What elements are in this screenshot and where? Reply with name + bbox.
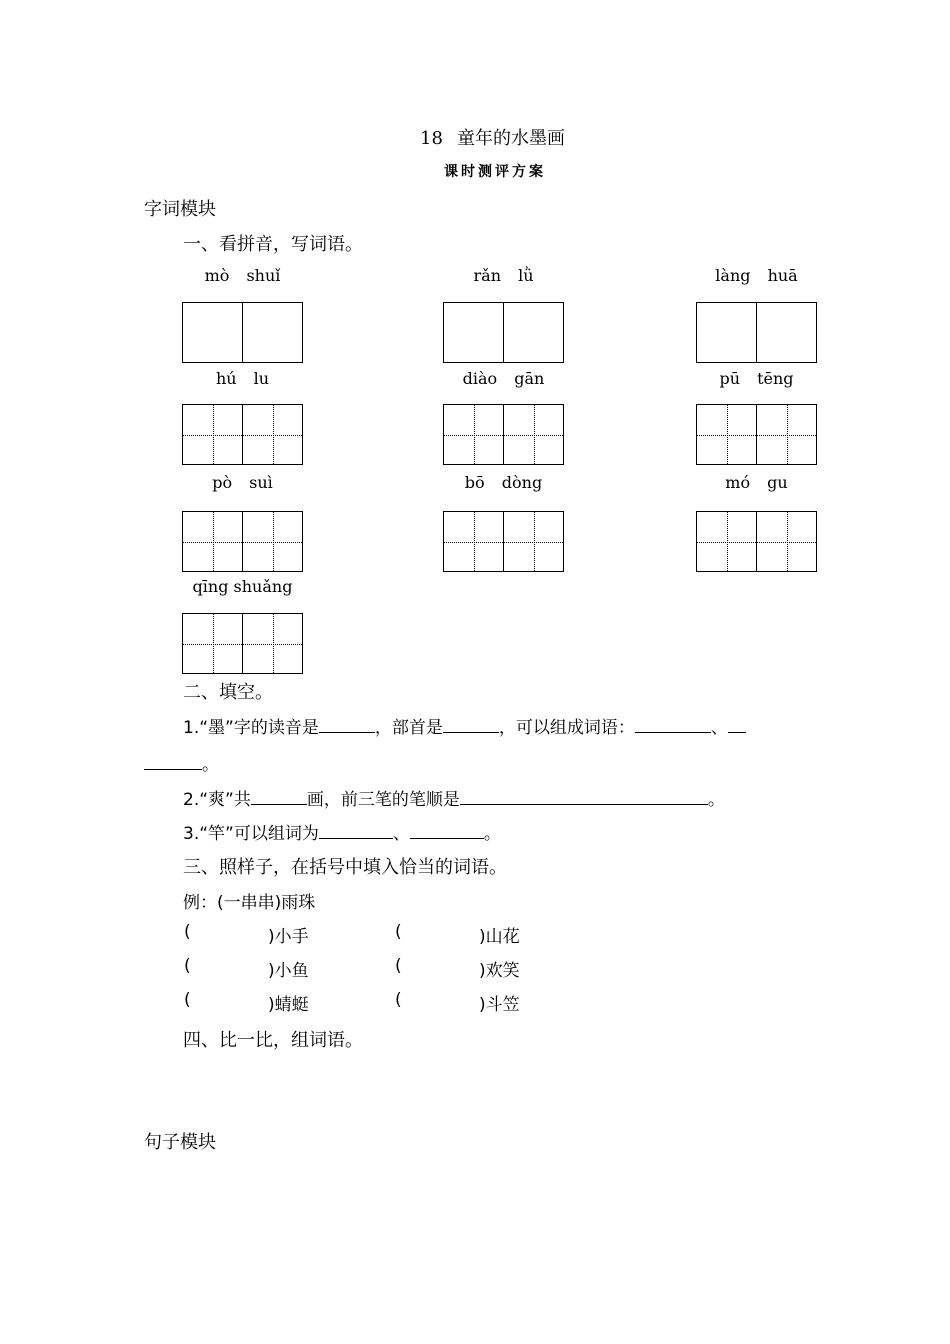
paren-close: ) (479, 961, 486, 981)
fill-question-1 (183, 713, 746, 738)
pinyin-label: diào gān (462, 369, 545, 388)
paren-word: 欢笑 (485, 961, 520, 981)
paren-close: ) (268, 961, 275, 981)
paren-item (268, 990, 309, 1015)
fill-question-2 (183, 785, 725, 810)
paren-open: ( (184, 956, 191, 976)
answer-blank[interactable] (319, 715, 375, 733)
question-text: 。 (483, 824, 501, 844)
paren-close: ) (479, 995, 486, 1015)
answer-blank[interactable] (460, 787, 708, 805)
writing-grid[interactable] (182, 511, 303, 572)
writing-grid[interactable] (696, 302, 817, 363)
pinyin-label: mó gu (725, 473, 788, 492)
answer-blank[interactable] (319, 821, 393, 839)
paren-item (268, 922, 309, 947)
writing-grid[interactable] (443, 302, 564, 363)
lesson-title: 童年的水墨画 (456, 128, 565, 149)
question-text: ，可以组成词语： (498, 718, 635, 738)
paren-answer-input[interactable] (410, 988, 476, 1008)
writing-grid[interactable] (182, 404, 303, 465)
section2-heading: 二、填空。 (183, 682, 273, 703)
paren-item (479, 956, 520, 981)
paren-word: 山花 (485, 927, 520, 947)
writing-grid[interactable] (443, 404, 564, 465)
paren-open: ( (395, 922, 402, 942)
pinyin-label: bō dòng (464, 473, 543, 492)
pinyin-label: pū tēng (719, 369, 794, 388)
fill-question-1-continued (144, 750, 219, 775)
paren-item (268, 956, 309, 981)
module-sentences-heading: 句子模块 (144, 1132, 216, 1153)
section3-heading: 三、照样子，在括号中填入恰当的词语。 (183, 857, 507, 878)
paren-close: ) (268, 995, 275, 1015)
paren-item (479, 990, 520, 1015)
pinyin-label: hú lu (215, 369, 270, 388)
paren-word: 斗笠 (485, 995, 520, 1015)
question-text: 。 (707, 790, 725, 810)
example-text: 例：(一串串)雨珠 (183, 893, 316, 913)
answer-blank[interactable] (251, 787, 307, 805)
question-text: 、 (710, 718, 728, 738)
paren-word: 小鱼 (274, 961, 309, 981)
paren-word: 小手 (274, 927, 309, 947)
question-text: 2.“爽”共 (183, 790, 251, 810)
writing-grid[interactable] (182, 302, 303, 363)
module-words-heading: 字词模块 (144, 199, 216, 220)
paren-item (479, 922, 520, 947)
section1-heading: 一、看拼音，写词语。 (183, 234, 363, 255)
section4-heading: 四、比一比，组词语。 (183, 1030, 363, 1051)
question-text: 。 (202, 755, 219, 775)
question-text: 画，前三笔的笔顺是 (306, 790, 460, 810)
paren-answer-input[interactable] (200, 920, 266, 940)
paren-word: 蜻蜓 (274, 995, 309, 1015)
paren-close: ) (268, 927, 275, 947)
answer-blank[interactable] (443, 715, 499, 733)
answer-blank[interactable] (635, 715, 711, 733)
writing-grid[interactable] (696, 404, 817, 465)
paren-close: ) (479, 927, 486, 947)
question-text: ，部首是 (374, 718, 443, 738)
paren-answer-input[interactable] (200, 954, 266, 974)
page-title (0, 124, 950, 150)
pinyin-label: pò suì (212, 473, 273, 492)
paren-open: ( (184, 990, 191, 1010)
paren-open: ( (184, 922, 191, 942)
answer-blank[interactable] (144, 752, 202, 770)
question-text: 3.“竿”可以组词为 (183, 824, 319, 844)
lesson-number: 18 (420, 128, 443, 149)
paren-open: ( (395, 990, 402, 1010)
pinyin-label: làng huā (715, 266, 798, 285)
pinyin-label: mò shuǐ (204, 266, 281, 285)
question-text: 1.“墨”字的读音是 (183, 718, 319, 738)
answer-blank[interactable] (410, 821, 484, 839)
pinyin-label: qīng shuǎng (192, 577, 293, 596)
writing-grid[interactable] (182, 613, 303, 674)
paren-answer-input[interactable] (410, 954, 476, 974)
paren-answer-input[interactable] (200, 988, 266, 1008)
answer-blank[interactable] (728, 715, 746, 733)
page-subtitle: 课时测评方案 (444, 164, 546, 180)
fill-question-3 (183, 819, 501, 844)
writing-grid[interactable] (696, 511, 817, 572)
question-text: 、 (392, 824, 410, 844)
paren-answer-input[interactable] (410, 920, 476, 940)
pinyin-label: rǎn lǜ (473, 266, 534, 285)
writing-grid[interactable] (443, 511, 564, 572)
paren-open: ( (395, 956, 402, 976)
